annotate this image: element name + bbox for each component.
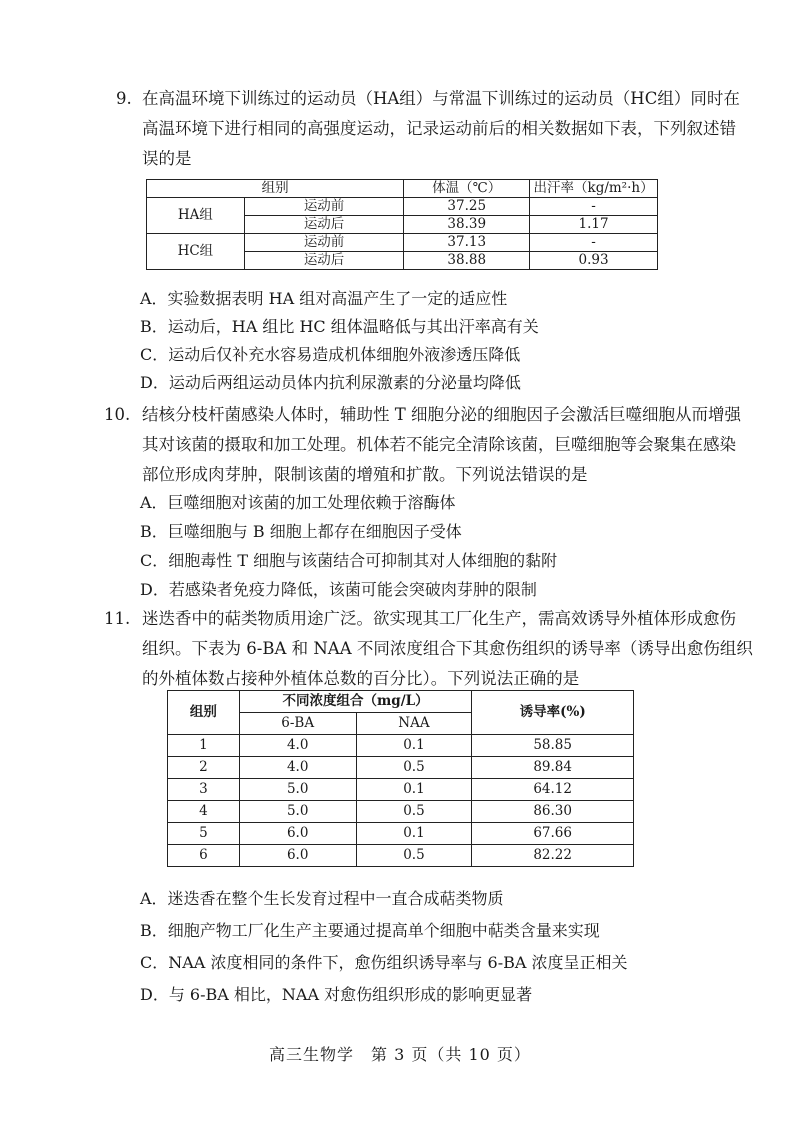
table-cell: 4.0 — [239, 757, 356, 779]
group-cell: HA组 — [147, 198, 245, 234]
table-cell: 86.30 — [472, 801, 634, 823]
option-b: B．运动后，HA 组比 HC 组体温略低与其出汗率高有关 — [140, 317, 539, 336]
data-table — [146, 179, 658, 270]
table-cell: 37.13 — [404, 234, 530, 252]
option-b: B．细胞产物工厂化生产主要通过提高单个细胞中萜类含量来实现 — [140, 921, 600, 940]
table-cell: 运动后 — [244, 216, 404, 234]
option-b: B．巨噬细胞与 B 细胞上都存在细胞因子受体 — [140, 522, 462, 541]
table-cell: 6 — [168, 845, 240, 867]
table-header-row — [147, 180, 658, 198]
option-d: D．运动后两组运动员体内抗利尿激素的分泌量均降低 — [140, 373, 521, 392]
option-a: A．实验数据表明 HA 组对高温产生了一定的适应性 — [140, 289, 508, 308]
table-cell: 58.85 — [472, 735, 634, 757]
table-cell: 运动后 — [244, 252, 404, 270]
stem-line: 在高温环境下训练过的运动员（HA组）与常温下训练过的运动员（HC组）同时在 — [142, 89, 740, 108]
stem-line: 误的是 — [142, 149, 192, 168]
stem-line: 其对该菌的摄取和加工处理。机体若不能完全清除该菌，巨噬细胞等会聚集在感染 — [142, 435, 736, 454]
question-number: 10. — [104, 405, 131, 424]
table-row — [147, 198, 658, 216]
header-cell: 出汗率（kg/m²·h） — [530, 180, 658, 198]
stem-line: 的外植体数占接种外植体总数的百分比）。下列说法正确的是 — [142, 669, 580, 688]
table-cell: 0.5 — [356, 845, 472, 867]
table-cell: 0.5 — [356, 757, 472, 779]
table-cell: 4.0 — [239, 735, 356, 757]
table-row — [168, 735, 634, 757]
table-cell: 0.1 — [356, 779, 472, 801]
group-cell: HC组 — [147, 234, 245, 270]
table-cell: 64.12 — [472, 779, 634, 801]
table-header-row — [168, 691, 634, 713]
table-cell: 1 — [168, 735, 240, 757]
table-cell: 4 — [168, 801, 240, 823]
header-cell: 不同浓度组合（mg/L） — [239, 691, 472, 713]
header-cell: 组别 — [168, 691, 240, 735]
table-cell: - — [530, 198, 658, 216]
question-number: 11. — [104, 609, 131, 628]
table-cell: 6.0 — [239, 845, 356, 867]
table-cell: 38.39 — [404, 216, 530, 234]
table-cell: 37.25 — [404, 198, 530, 216]
data-table — [167, 690, 634, 867]
table-cell: 2 — [168, 757, 240, 779]
option-c: C．细胞毒性 T 细胞与该菌结合可抑制其对人体细胞的黏附 — [140, 551, 558, 570]
table-cell: 38.88 — [404, 252, 530, 270]
option-c: C．运动后仅补充水容易造成机体细胞外液渗透压降低 — [140, 345, 521, 364]
table-cell: 5.0 — [239, 779, 356, 801]
option-d: D．与 6-BA 相比，NAA 对愈伤组织形成的影响更显著 — [140, 985, 533, 1004]
table-row — [147, 234, 658, 252]
question-stem — [142, 84, 740, 174]
table-cell: 1.17 — [530, 216, 658, 234]
table-cell: 0.1 — [356, 735, 472, 757]
header-cell: 组别 — [147, 180, 404, 198]
table-cell: 67.66 — [472, 823, 634, 845]
question-number: 9. — [116, 89, 132, 108]
table-row — [168, 757, 634, 779]
table-cell: 5.0 — [239, 801, 356, 823]
table-row — [168, 845, 634, 867]
page-footer: 高三生物学 第 3 页（共 10 页） — [269, 1045, 531, 1064]
table-cell: 6.0 — [239, 823, 356, 845]
option-d: D．若感染者免疫力降低，该菌可能会突破肉芽肿的限制 — [140, 580, 537, 599]
option-c: C．NAA 浓度相同的条件下，愈伤组织诱导率与 6-BA 浓度呈正相关 — [140, 953, 628, 972]
option-a: A．迷迭香在整个生长发育过程中一直合成萜类物质 — [140, 889, 504, 908]
stem-line: 结核分枝杆菌感染人体时，辅助性 T 细胞分泌的细胞因子会激活巨噬细胞从而增强 — [142, 405, 741, 424]
table-cell: 0.1 — [356, 823, 472, 845]
table-cell: 0.5 — [356, 801, 472, 823]
stem-line: 组织。下表为 6-BA 和 NAA 不同浓度组合下其愈伤组织的诱导率（诱导出愈伤组织 — [142, 639, 753, 658]
question-stem — [142, 604, 753, 694]
table-cell: 5 — [168, 823, 240, 845]
option-a: A．巨噬细胞对该菌的加工处理依赖于溶酶体 — [140, 493, 456, 512]
table-cell: 82.22 — [472, 845, 634, 867]
table-row — [168, 801, 634, 823]
table-cell: 89.84 — [472, 757, 634, 779]
table-cell: 3 — [168, 779, 240, 801]
stem-line: 迷迭香中的萜类物质用途广泛。欲实现其工厂化生产，需高效诱导外植体形成愈伤 — [142, 609, 736, 628]
table-cell: 运动前 — [244, 198, 404, 216]
stem-line: 部位形成肉芽肿，限制该菌的增殖和扩散。下列说法错误的是 — [142, 465, 588, 484]
header-cell: 体温（℃） — [404, 180, 530, 198]
header-cell: 6-BA — [239, 713, 356, 735]
table-cell: - — [530, 234, 658, 252]
table-row — [168, 779, 634, 801]
table-cell: 运动前 — [244, 234, 404, 252]
stem-line: 高温环境下进行相同的高强度运动，记录运动前后的相关数据如下表，下列叙述错 — [142, 119, 736, 138]
header-cell: 诱导率(%) — [472, 691, 634, 735]
question-stem — [142, 400, 741, 490]
table-row — [168, 823, 634, 845]
header-cell: NAA — [356, 713, 472, 735]
table-cell: 0.93 — [530, 252, 658, 270]
